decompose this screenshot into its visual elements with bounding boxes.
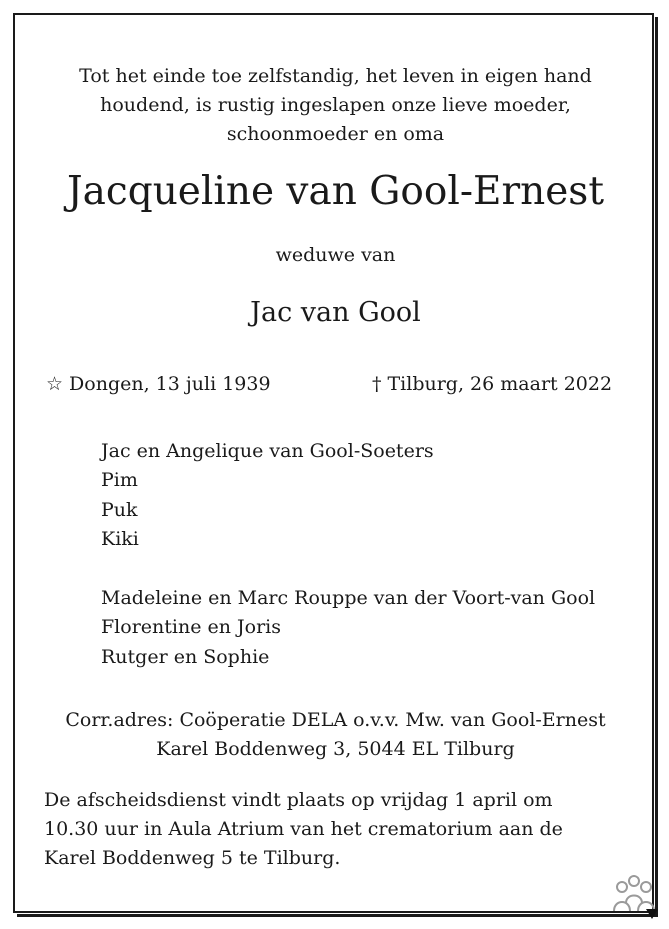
family-member: Florentine en Joris bbox=[101, 616, 281, 639]
correspondence-line: Karel Boddenweg 3, 5044 EL Tilburg bbox=[156, 738, 515, 760]
death-info bbox=[372, 370, 612, 398]
death-text: Tilburg, 26 maart 2022 bbox=[387, 373, 613, 395]
star-icon: ☆ bbox=[46, 373, 64, 395]
service-info bbox=[44, 786, 563, 873]
people-group-icon[interactable] bbox=[608, 873, 660, 921]
family-member: Rutger en Sophie bbox=[101, 645, 270, 668]
family-member: Jac en Angelique van Gool-Soeters bbox=[101, 440, 434, 462]
family-member: Kiki bbox=[101, 528, 139, 551]
family-member: Madeleine en Marc Rouppe van der Voort-van Gool bbox=[101, 587, 596, 610]
family-spacer bbox=[101, 555, 595, 584]
intro-line: houdend, is rustig ingeslapen onze lieve moeder, bbox=[100, 94, 571, 116]
family-member: Puk bbox=[101, 498, 138, 521]
relation-label: weduwe van bbox=[275, 244, 396, 266]
family-list bbox=[101, 437, 595, 672]
birth-text: Dongen, 13 juli 1939 bbox=[69, 373, 271, 395]
spouse-name: Jac van Gool bbox=[250, 297, 421, 328]
intro-text bbox=[40, 62, 631, 149]
deceased-name: Jacqueline van Gool-Ernest bbox=[67, 169, 604, 214]
intro-line: Tot het einde toe zelfstandig, het leven in eigen hand bbox=[79, 65, 592, 87]
birth-info bbox=[46, 370, 271, 398]
service-line: 10.30 uur in Aula Atrium van het crematorium aan de bbox=[44, 818, 563, 840]
intro-line: schoonmoeder en oma bbox=[226, 123, 445, 145]
service-line: De afscheidsdienst vindt plaats op vrijdag 1 april om bbox=[44, 789, 553, 811]
service-line: Karel Boddenweg 5 te Tilburg. bbox=[44, 847, 341, 869]
dagger-icon: † bbox=[372, 373, 382, 395]
family-member: Pim bbox=[101, 469, 138, 492]
correspondence-line: Corr.adres: Coöperatie DELA o.v.v. Mw. van Gool-Ernest bbox=[65, 709, 606, 731]
correspondence-address bbox=[20, 706, 651, 764]
